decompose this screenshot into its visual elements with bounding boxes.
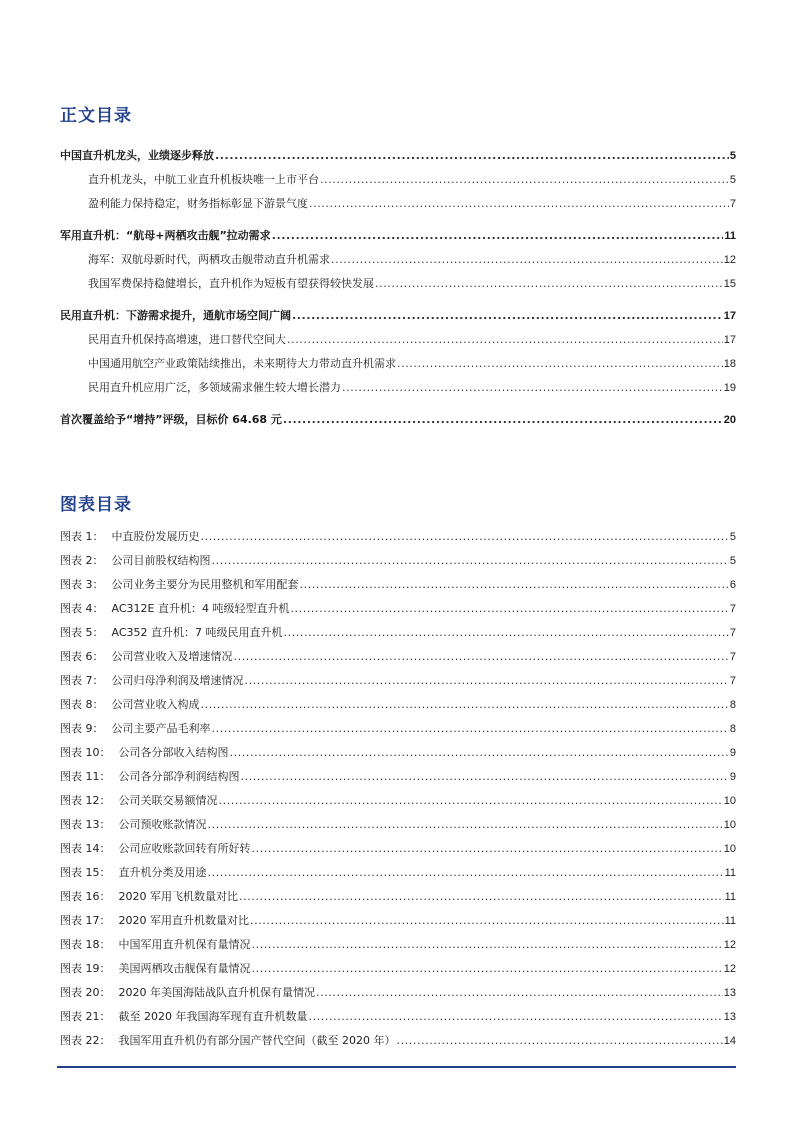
figure-entry[interactable] — [60, 794, 736, 808]
figure-number: 图表 2： — [60, 554, 104, 567]
toc-entry-label: 盈利能力保持稳定，财务指标彰显下游景气度 — [88, 197, 308, 210]
figure-label: 2020 军用直升机数量对比 — [118, 914, 249, 927]
toc-entry-label: 海军：双航母新时代，两栖攻击舰带动直升机需求 — [88, 253, 330, 266]
figure-entry[interactable] — [60, 938, 736, 952]
dot-leader — [290, 602, 728, 616]
toc-entry[interactable] — [60, 149, 736, 163]
figure-entry[interactable] — [60, 602, 736, 616]
figure-page: 13 — [723, 987, 736, 999]
figure-number: 图表 7： — [60, 674, 104, 687]
toc-entry-page: 18 — [723, 358, 736, 370]
figure-entry[interactable] — [60, 770, 736, 784]
figure-label: 美国两栖攻击舰保有量情况 — [118, 962, 251, 975]
toc-entry-page: 7 — [729, 198, 736, 210]
dot-leader — [252, 938, 723, 952]
toc-entry-label: 军用直升机：“航母+两栖攻击舰”拉动需求 — [60, 229, 271, 242]
dot-leader — [342, 381, 723, 395]
dot-leader — [250, 914, 724, 928]
figure-entry[interactable] — [60, 530, 736, 544]
dot-leader — [219, 794, 723, 808]
dot-leader — [252, 962, 723, 976]
figure-label: AC352 直升机：7 吨级民用直升机 — [111, 626, 283, 639]
toc-entry-page: 19 — [723, 382, 736, 394]
figure-label: 我国军用直升机仍有部分国产替代空间（截至 2020 年） — [118, 1034, 396, 1047]
figure-number: 图表 19： — [60, 962, 111, 975]
figure-number: 图表 22： — [60, 1034, 111, 1047]
figure-label: 公司预收账款情况 — [118, 818, 207, 831]
figure-label: 公司归母净利润及增速情况 — [111, 674, 244, 687]
dot-leader — [292, 309, 723, 323]
toc-entry[interactable] — [88, 357, 736, 371]
dot-leader — [201, 530, 729, 544]
figure-number: 图表 9： — [60, 722, 104, 735]
toc-entry-page: 15 — [723, 278, 736, 290]
figure-label: 中国军用直升机保有量情况 — [118, 938, 251, 951]
figure-page: 10 — [723, 819, 736, 831]
figure-entry[interactable] — [60, 746, 736, 760]
figure-number: 图表 1： — [60, 530, 104, 543]
figure-number: 图表 12： — [60, 794, 111, 807]
figure-label: 公司业务主要分为民用整机和军用配套 — [111, 578, 299, 591]
toc-entry[interactable] — [88, 173, 736, 187]
figure-label: 公司各分部净利润结构图 — [118, 770, 240, 783]
figure-label: AC312E 直升机：4 吨级轻型直升机 — [111, 602, 290, 615]
figure-entry[interactable] — [60, 1034, 736, 1048]
figure-page: 7 — [729, 675, 736, 687]
figure-page: 7 — [729, 603, 736, 615]
dot-leader — [208, 818, 723, 832]
dot-leader — [397, 357, 723, 371]
figure-page: 11 — [724, 915, 736, 927]
figure-entry[interactable] — [60, 818, 736, 832]
toc-entry-page: 12 — [723, 254, 736, 266]
dot-leader — [245, 674, 729, 688]
figure-label: 公司营业收入及增速情况 — [111, 650, 233, 663]
figure-entry[interactable] — [60, 866, 736, 880]
footer-rule — [57, 1066, 736, 1068]
toc-entry-page: 17 — [723, 310, 736, 322]
toc-entry-label: 民用直升机：下游需求提升，通航市场空间广阔 — [60, 309, 291, 322]
figure-label: 公司营业收入构成 — [111, 698, 200, 711]
figure-entry[interactable] — [60, 962, 736, 976]
figure-label: 2020 军用飞机数量对比 — [118, 890, 238, 903]
dot-leader — [208, 866, 724, 880]
figure-page: 9 — [729, 771, 736, 783]
figure-number: 图表 15： — [60, 866, 111, 879]
toc-entry[interactable] — [88, 277, 736, 291]
toc-entry[interactable] — [60, 229, 736, 243]
toc-entry-label: 民用直升机应用广泛，多领域需求催生较大增长潜力 — [88, 381, 341, 394]
figure-number: 图表 21： — [60, 1010, 111, 1023]
figure-page: 5 — [729, 555, 736, 567]
figure-number: 图表 4： — [60, 602, 104, 615]
dot-leader — [316, 986, 723, 1000]
toc-entry-page: 11 — [724, 230, 736, 242]
figure-entry[interactable] — [60, 554, 736, 568]
figure-number: 图表 16： — [60, 890, 111, 903]
figure-page: 13 — [723, 1011, 736, 1023]
toc-entry[interactable] — [88, 333, 736, 347]
toc-entry[interactable] — [88, 197, 736, 211]
dot-leader — [309, 197, 729, 211]
dot-leader — [230, 746, 729, 760]
toc-entry-label: 中国通用航空产业政策陆续推出，未来期待大力带动直升机需求 — [88, 357, 396, 370]
figure-page: 7 — [729, 627, 736, 639]
figure-entry[interactable] — [60, 698, 736, 712]
dot-leader — [309, 1010, 723, 1024]
figure-entry[interactable] — [60, 914, 736, 928]
figure-page: 14 — [723, 1035, 736, 1047]
toc-entry-page: 5 — [729, 150, 736, 162]
toc-entry-label: 我国军费保持稳健增长，直升机作为短板有望获得较快发展 — [88, 277, 374, 290]
figure-entry[interactable] — [60, 650, 736, 664]
figure-page: 10 — [723, 795, 736, 807]
toc-entry-label: 民用直升机保持高增速，进口替代空间大 — [88, 333, 286, 346]
dot-leader — [239, 890, 724, 904]
figure-label: 公司各分部收入结构图 — [118, 746, 229, 759]
figure-page: 6 — [729, 579, 736, 591]
figure-page: 11 — [724, 891, 736, 903]
dot-leader — [300, 578, 729, 592]
figure-number: 图表 10： — [60, 746, 111, 759]
figure-entry[interactable] — [60, 578, 736, 592]
figure-label: 公司关联交易额情况 — [118, 794, 218, 807]
figure-label: 公司主要产品毛利率 — [111, 722, 211, 735]
figure-page: 5 — [729, 531, 736, 543]
figure-number: 图表 6： — [60, 650, 104, 663]
figure-number: 图表 14： — [60, 842, 111, 855]
dot-leader — [283, 413, 723, 427]
figure-entry[interactable] — [60, 1010, 736, 1024]
figure-entry[interactable] — [60, 722, 736, 736]
figure-page: 8 — [729, 723, 736, 735]
dot-leader — [272, 229, 724, 243]
dot-leader — [284, 626, 729, 640]
figures-heading: 图表目录 — [60, 495, 132, 515]
toc-entry-page: 17 — [723, 334, 736, 346]
toc-entry[interactable] — [88, 381, 736, 395]
figure-entry[interactable] — [60, 842, 736, 856]
figure-number: 图表 8： — [60, 698, 104, 711]
toc-entry[interactable] — [60, 309, 736, 323]
toc-entry[interactable] — [88, 253, 736, 267]
toc-entry-page: 5 — [729, 174, 736, 186]
toc-entry-label: 首次覆盖给予“增持”评级，目标价 64.68 元 — [60, 413, 282, 426]
figure-label: 截至 2020 年我国海军现有直升机数量 — [118, 1010, 308, 1023]
figure-label: 中直股份发展历史 — [111, 530, 200, 543]
figure-number: 图表 5： — [60, 626, 104, 639]
figure-number: 图表 11： — [60, 770, 111, 783]
toc-entry-page: 20 — [723, 414, 736, 426]
figure-number: 图表 13： — [60, 818, 111, 831]
toc-heading: 正文目录 — [60, 106, 132, 126]
dot-leader — [215, 149, 729, 163]
figure-label: 2020 年美国海陆战队直升机保有量情况 — [118, 986, 315, 999]
figure-label: 公司应收账款回转有所好转 — [118, 842, 251, 855]
dot-leader — [212, 722, 729, 736]
figure-page: 10 — [723, 843, 736, 855]
dot-leader — [397, 1034, 723, 1048]
figure-number: 图表 17： — [60, 914, 111, 927]
dot-leader — [234, 650, 729, 664]
figure-number: 图表 3： — [60, 578, 104, 591]
figure-entry[interactable] — [60, 674, 736, 688]
figure-page: 7 — [729, 651, 736, 663]
figure-page: 11 — [724, 867, 736, 879]
figure-page: 12 — [723, 963, 736, 975]
toc-entry-label: 中国直升机龙头，业绩逐步释放 — [60, 149, 214, 162]
figure-entry[interactable] — [60, 626, 736, 640]
figure-page: 8 — [729, 699, 736, 711]
figure-page: 12 — [723, 939, 736, 951]
dot-leader — [320, 173, 729, 187]
figure-label: 公司目前股权结构图 — [111, 554, 211, 567]
toc-entry-label: 直升机龙头，中航工业直升机板块唯一上市平台 — [88, 173, 319, 186]
dot-leader — [241, 770, 729, 784]
dot-leader — [201, 698, 729, 712]
figure-number: 图表 20： — [60, 986, 111, 999]
dot-leader — [212, 554, 729, 568]
dot-leader — [331, 253, 723, 267]
figure-label: 直升机分类及用途 — [118, 866, 207, 879]
toc-entry[interactable] — [60, 413, 736, 427]
dot-leader — [287, 333, 723, 347]
dot-leader — [252, 842, 723, 856]
figure-entry[interactable] — [60, 986, 736, 1000]
figure-page: 9 — [729, 747, 736, 759]
figure-number: 图表 18： — [60, 938, 111, 951]
figure-entry[interactable] — [60, 890, 736, 904]
dot-leader — [375, 277, 723, 291]
